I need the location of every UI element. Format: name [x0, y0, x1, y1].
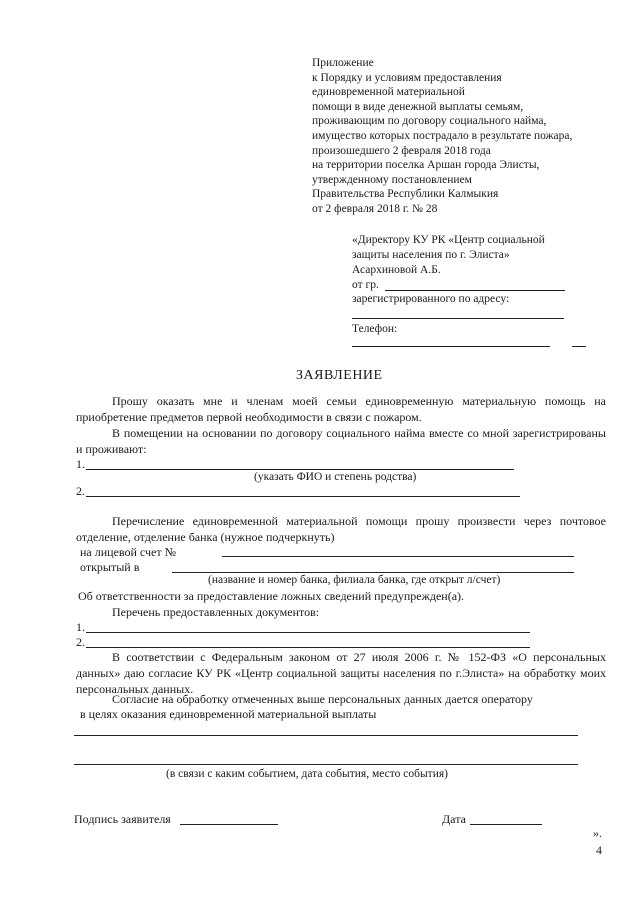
documents-label: Перечень предоставленных документов: — [112, 605, 320, 619]
address-label: зарегистрированного по адресу: — [352, 293, 510, 305]
date-field[interactable] — [470, 824, 542, 825]
page-title: ЗАЯВЛЕНИЕ — [296, 368, 383, 383]
appendix-line: Правительства Республики Калмыкия — [312, 188, 499, 201]
addressee-line: «Директору КУ РК «Центр социальной — [352, 234, 545, 246]
signature-label: Подпись заявителя — [74, 812, 171, 826]
document-item-number: 1. — [76, 620, 85, 634]
account-field[interactable] — [222, 556, 574, 557]
payment-paragraph: Перечисление единовременной материальной помощи прошу произвести через почтовое отделение, отделение банка (нужное подчеркнуть) — [76, 514, 606, 544]
appendix-line: проживающим по договору социального найма, — [312, 115, 547, 128]
event-hint: (в связи с каким событием, дата события, место события) — [166, 768, 448, 780]
appendix-line: на территории поселка Аршан города Элисты, — [312, 159, 540, 172]
closing-quote: ». — [593, 826, 602, 840]
phone-field[interactable] — [352, 346, 550, 347]
resident-field-2[interactable] — [86, 496, 520, 497]
addressee-line: защиты населения по г. Элиста» — [352, 249, 510, 261]
appendix-line: произошедшего 2 февраля 2018 года — [312, 144, 491, 157]
fio-hint: (указать ФИО и степень родства) — [254, 471, 417, 483]
resident-item-number: 1. — [76, 457, 85, 471]
appendix-line: утвержденному постановлением — [312, 173, 472, 186]
consent-field-1[interactable] — [74, 735, 578, 736]
consent-field-2[interactable] — [74, 764, 578, 765]
date-label: Дата — [442, 812, 466, 826]
address-field[interactable] — [352, 318, 564, 319]
appendix-line: имущество которых пострадало в результате пожара, — [312, 130, 573, 142]
bank-hint: (название и номер банка, филиала банка, где открыт л/счет) — [208, 574, 501, 586]
resident-field-1[interactable] — [86, 469, 514, 470]
account-label: на лицевой счет № — [80, 545, 177, 559]
phone-label: Телефон: — [352, 323, 398, 335]
addressee-line: Асархиновой А.Б. — [352, 264, 441, 276]
bank-field[interactable] — [172, 572, 574, 573]
signature-field[interactable] — [180, 824, 278, 825]
document-item-number: 2. — [76, 635, 85, 649]
appendix-line: Приложение — [312, 57, 374, 69]
appendix-line: единовременной материальной — [312, 86, 465, 99]
from-field[interactable] — [385, 290, 565, 291]
document-field-1[interactable] — [86, 632, 530, 633]
consent-purpose-line: в целях оказания единовременной материальной выплаты — [80, 707, 377, 721]
consent-operator-line: Согласие на обработку отмеченных выше персональных данных дается оператору — [112, 692, 533, 706]
page-number: 4 — [596, 843, 602, 857]
from-label: от гр. — [352, 279, 379, 291]
resident-item-number: 2. — [76, 484, 85, 498]
document-field-2[interactable] — [86, 647, 530, 648]
residents-paragraph: В помещении на основании по договору социального найма вместе со мной зарегистрированы и проживают: — [76, 426, 606, 456]
phone-field-tail — [572, 346, 586, 347]
request-paragraph: Прошу оказать мне и членам моей семьи единовременную материальную помощь на приобретение предметов первой необходимости в связи с пожаром. — [76, 394, 606, 424]
appendix-line: помощи в виде денежной выплаты семьям, — [312, 100, 524, 113]
opened-label: открытый в — [80, 560, 140, 574]
appendix-line: от 2 февраля 2018 г. № 28 — [312, 203, 438, 215]
responsibility-statement: Об ответственности за предоставление ложных сведений предупрежден(а). — [78, 589, 465, 603]
consent-paragraph: В соответствии с Федеральным законом от 27 июля 2006 г. № 152-ФЗ «О персональных данных» даю согласие КУ РК «Центр социальной защиты населения по г.Элиста» на обработку моих персональных данных. — [76, 650, 606, 696]
appendix-line: к Порядку и условиям предоставления — [312, 71, 502, 84]
